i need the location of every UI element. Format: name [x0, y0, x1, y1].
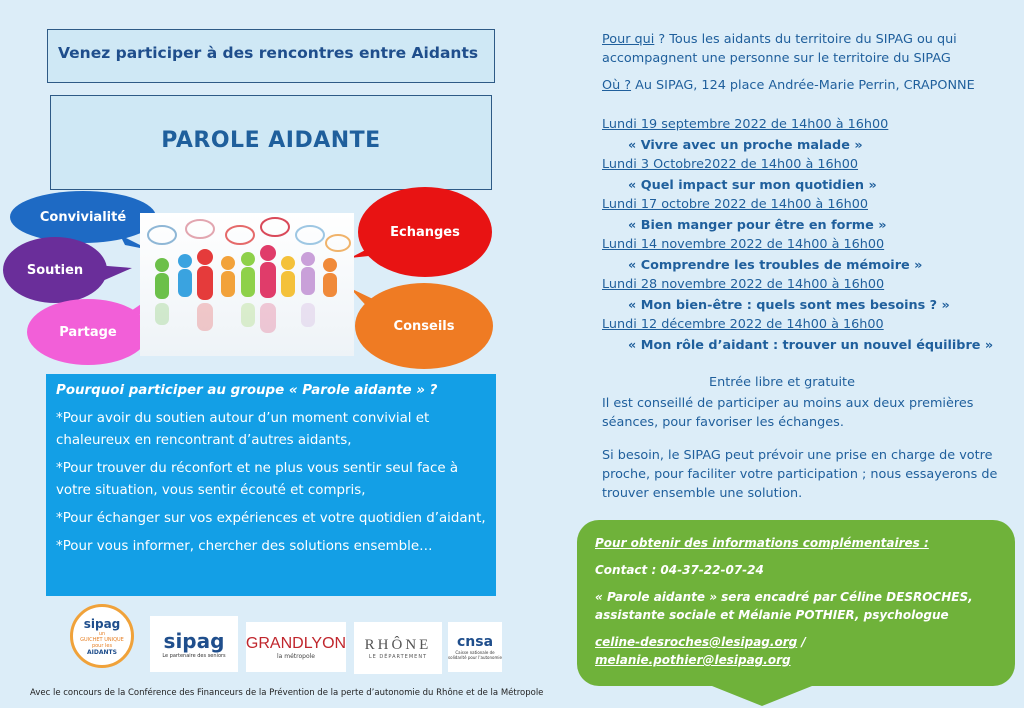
- why-box: [46, 374, 496, 596]
- sipag-tag: Le partenaire des seniors: [162, 653, 226, 659]
- event-theme: « Mon rôle d’aidant : trouver un nouvel équilibre »: [628, 338, 994, 353]
- ou-text: Au SIPAG, 124 place Andrée-Marie Perrin, CRAPONNE: [631, 78, 975, 93]
- email-separator: /: [797, 635, 806, 649]
- grandlyon-logo: [246, 622, 346, 672]
- partner-logos: [70, 604, 510, 680]
- event-theme: « Mon bien-être : quels sont mes besoins ? »: [628, 298, 950, 313]
- contact-phone: Contact : 04-37-22-07-24: [595, 563, 764, 577]
- bubble-convivialite: [10, 191, 156, 243]
- why-item: *Pour trouver du réconfort et ne plus vous sentir seul face à votre situation, vous sentir écouté et compris,: [56, 461, 459, 498]
- why-item: *Pour avoir du soutien autour d’un moment convivial et chaleureux en rencontrant d’autres aidants,: [56, 411, 430, 448]
- sipag-name: sipag: [163, 629, 225, 653]
- why-title: Pourquoi participer au groupe « Parole aidante » ?: [56, 383, 438, 398]
- sipag-round-line: AIDANTS: [87, 648, 117, 656]
- bubble-conseils-label: Conseils: [393, 318, 455, 334]
- bubble-echanges-label: Echanges: [390, 224, 460, 240]
- invite-text: Venez participer à des rencontres entre Aidants: [58, 44, 479, 62]
- grandlyon-tag: la métropole: [277, 652, 315, 660]
- event: [602, 195, 1002, 235]
- event: [602, 155, 1002, 195]
- footer-credit: Avec le concours de la Conférence des Financeurs de la Prévention de la perte d’autonomie du Rhône et de la Métropole: [30, 688, 544, 698]
- contact-animators: « Parole aidante » sera encadré par Céline DESROCHES, assistante sociale et Mélanie POTHIER, psychologue: [595, 590, 973, 622]
- event-date: Lundi 3 Octobre2022 de 14h00 à 16h00: [602, 157, 859, 172]
- event-date: Lundi 14 novembre 2022 de 14h00 à 16h00: [602, 237, 885, 252]
- people-figures: [140, 213, 354, 356]
- bubble-convivialite-label: Convivialité: [39, 209, 127, 225]
- event-date: Lundi 17 octobre 2022 de 14h00 à 16h00: [602, 197, 869, 212]
- email-link[interactable]: melanie.pothier@lesipag.org: [595, 653, 791, 667]
- why-item: *Pour échanger sur vos expériences et votre quotidien d’aidant,: [56, 511, 486, 526]
- pour-qui-text: ? Tous les aidants du territoire du SIPAG ou qui accompagnent une personne sur le territoire du SIPAG: [602, 32, 957, 66]
- event: [602, 235, 1002, 275]
- event-theme: « Quel impact sur mon quotidien »: [628, 178, 877, 193]
- page-title: PAROLE AIDANTE: [161, 128, 381, 153]
- grandlyon-name: GRANDLYON: [245, 634, 347, 652]
- bubble-soutien: [3, 237, 107, 303]
- contact-title: Pour obtenir des informations complémentaires :: [595, 536, 929, 550]
- sipag-round-line: GUICHET UNIQUE: [80, 636, 124, 643]
- cnsa-tag: Caisse nationale de solidarité pour l'autonomie: [448, 650, 502, 660]
- bubble-conseils: [355, 283, 493, 369]
- event-date: Lundi 28 novembre 2022 de 14h00 à 16h00: [602, 277, 885, 292]
- sipag-round-logo: [70, 604, 134, 668]
- rhone-name: RHÔNE: [364, 636, 432, 653]
- conseil-text: Il est conseillé de participer au moins aux deux premières séances, pour favoriser les échanges.: [602, 396, 974, 430]
- cnsa-name: cnsa: [456, 634, 494, 650]
- bubble-partage: [27, 299, 149, 365]
- ou: [602, 76, 1002, 95]
- people-illustration: [140, 213, 354, 356]
- event: [602, 315, 1002, 355]
- contact-arrow: [707, 684, 817, 706]
- sipag-round-name: sipag: [83, 616, 121, 631]
- event-date: Lundi 19 septembre 2022 de 14h00 à 16h00: [602, 117, 889, 132]
- info-column: [602, 30, 1002, 503]
- email-link[interactable]: celine-desroches@lesipag.org: [595, 635, 798, 649]
- pour-qui-label: Pour qui: [602, 32, 655, 47]
- why-item: *Pour vous informer, chercher des solutions ensemble…: [56, 539, 433, 554]
- rhone-logo: [354, 622, 442, 674]
- besoin-text: Si besoin, le SIPAG peut prévoir une prise en charge de votre proche, pour faciliter votre participation ; nous essayerons de trouver ensemble une solution.: [602, 448, 998, 501]
- sipag-logo: [150, 616, 238, 672]
- bubble-echanges: [358, 187, 492, 277]
- event-date: Lundi 12 décembre 2022 de 14h00 à 16h00: [602, 317, 884, 332]
- rhone-tag: LE DÉPARTEMENT: [368, 653, 428, 660]
- ou-label: Où ?: [602, 78, 632, 93]
- contact-emails: [595, 633, 997, 669]
- cnsa-logo: [448, 622, 502, 672]
- event-theme: « Vivre avec un proche malade »: [628, 138, 863, 153]
- event: [602, 115, 1002, 155]
- bubble-partage-label: Partage: [59, 324, 117, 340]
- event-theme: « Comprendre les troubles de mémoire »: [628, 258, 923, 273]
- entree-libre: Entrée libre et gratuite: [709, 375, 855, 390]
- pour-qui: [602, 30, 1002, 68]
- sipag-round-line: pour les: [91, 642, 113, 649]
- bubble-soutien-label: Soutien: [26, 262, 84, 278]
- contact-box: [577, 520, 1015, 686]
- event: [602, 275, 1002, 315]
- sipag-round-line: un: [98, 630, 106, 637]
- event-theme: « Bien manger pour être en forme »: [628, 218, 887, 233]
